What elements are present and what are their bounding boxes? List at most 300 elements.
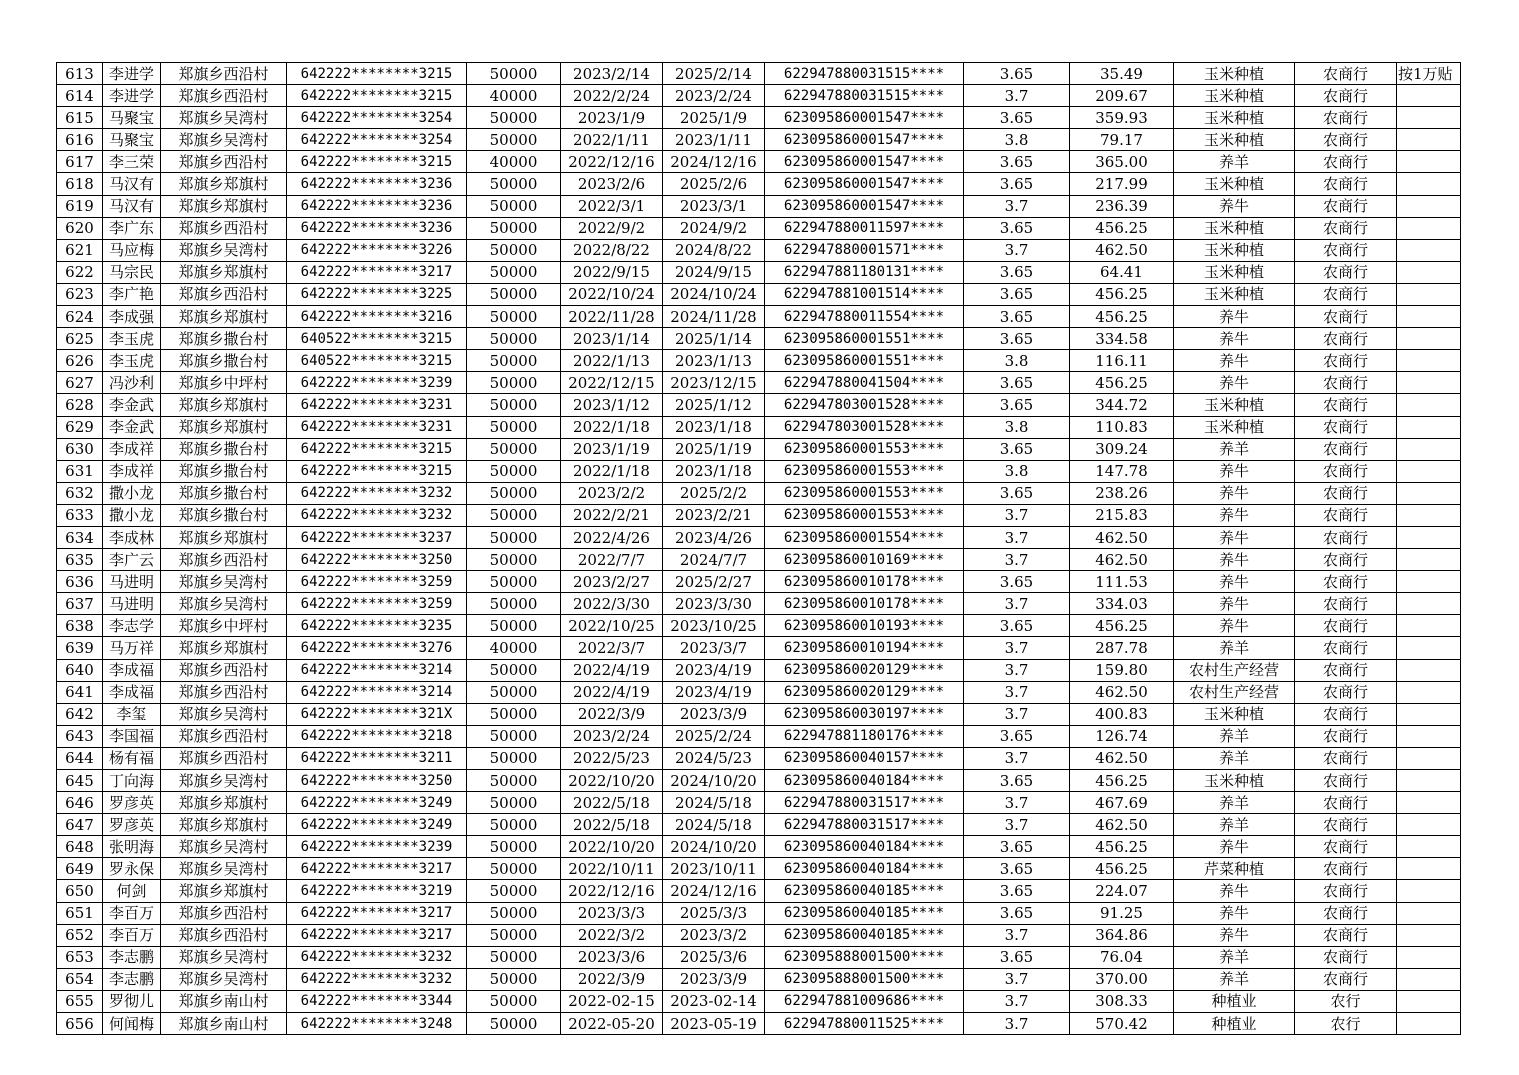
loan-amount-cell: 50000 [467,593,561,615]
end-date-cell: 2024/5/18 [663,792,765,814]
village-cell: 郑旗乡吴湾村 [161,129,287,151]
bank-cell: 农商行 [1295,416,1397,438]
borrower-name-cell: 马进明 [103,593,161,615]
end-date-cell: 2024/8/22 [663,239,765,261]
table-row [57,394,1461,416]
start-date-cell: 2022/12/15 [561,372,663,394]
loan-purpose-cell: 玉米种植 [1174,394,1295,416]
table-row [57,615,1461,637]
id-number-cell: 642222********3232 [287,482,467,504]
end-date-cell: 2023/1/18 [663,460,765,482]
account-number-cell: 623095860040184**** [765,770,964,792]
start-date-cell: 2022-02-15 [561,990,663,1012]
note-cell [1397,482,1461,504]
table-row [57,681,1461,703]
id-number-cell: 642222********3250 [287,770,467,792]
note-cell [1397,703,1461,725]
end-date-cell: 2024/9/2 [663,217,765,239]
interest-rate-cell: 3.65 [964,394,1070,416]
id-number-cell: 642222********3217 [287,924,467,946]
table-row [57,946,1461,968]
interest-rate-cell: 3.7 [964,85,1070,107]
loan-purpose-cell: 养羊 [1174,946,1295,968]
loan-amount-cell: 50000 [467,261,561,283]
account-number-cell: 623095860001553**** [765,504,964,526]
start-date-cell: 2022/1/13 [561,350,663,372]
village-cell: 郑旗乡郑旗村 [161,195,287,217]
village-cell: 郑旗乡撒台村 [161,482,287,504]
loan-purpose-cell: 养牛 [1174,328,1295,350]
account-number-cell: 622947880031515**** [765,85,964,107]
bank-cell: 农商行 [1295,593,1397,615]
id-number-cell: 642222********3259 [287,571,467,593]
table-row [57,173,1461,195]
note-cell [1397,306,1461,328]
subsidy-amount-cell: 456.25 [1070,858,1174,880]
bank-cell: 农商行 [1295,438,1397,460]
village-cell: 郑旗乡郑旗村 [161,526,287,548]
account-number-cell: 622947880041504**** [765,372,964,394]
loan-purpose-cell: 养牛 [1174,306,1295,328]
village-cell: 郑旗乡吴湾村 [161,593,287,615]
row-number-cell: 627 [57,372,103,394]
table-row [57,283,1461,305]
row-number-cell: 615 [57,107,103,129]
account-number-cell: 622947881001514**** [765,283,964,305]
loan-amount-cell: 50000 [467,129,561,151]
id-number-cell: 642222********3217 [287,261,467,283]
account-number-cell: 623095860010169**** [765,549,964,571]
loan-purpose-cell: 养牛 [1174,549,1295,571]
subsidy-amount-cell: 64.41 [1070,261,1174,283]
id-number-cell: 642222********3217 [287,902,467,924]
interest-rate-cell: 3.7 [964,239,1070,261]
row-number-cell: 619 [57,195,103,217]
table-row [57,990,1461,1012]
note-cell [1397,792,1461,814]
borrower-name-cell: 李成林 [103,526,161,548]
loan-purpose-cell: 养羊 [1174,792,1295,814]
loan-purpose-cell: 玉米种植 [1174,703,1295,725]
table-row [57,328,1461,350]
start-date-cell: 2022/3/30 [561,593,663,615]
loan-purpose-cell: 农村生产经营 [1174,681,1295,703]
interest-rate-cell: 3.7 [964,924,1070,946]
id-number-cell: 642222********3239 [287,836,467,858]
row-number-cell: 630 [57,438,103,460]
note-cell [1397,747,1461,769]
village-cell: 郑旗乡西沿村 [161,217,287,239]
start-date-cell: 2022/2/21 [561,504,663,526]
loan-amount-cell: 50000 [467,239,561,261]
id-number-cell: 642222********3276 [287,637,467,659]
loan-amount-cell: 50000 [467,615,561,637]
row-number-cell: 614 [57,85,103,107]
interest-rate-cell: 3.65 [964,283,1070,305]
id-number-cell: 642222********3231 [287,394,467,416]
table-row [57,571,1461,593]
subsidy-amount-cell: 462.50 [1070,681,1174,703]
row-number-cell: 656 [57,1013,103,1035]
end-date-cell: 2023/4/19 [663,659,765,681]
village-cell: 郑旗乡吴湾村 [161,836,287,858]
village-cell: 郑旗乡撒台村 [161,438,287,460]
loan-purpose-cell: 养牛 [1174,880,1295,902]
loan-amount-cell: 50000 [467,526,561,548]
id-number-cell: 642222********3254 [287,129,467,151]
bank-cell: 农商行 [1295,902,1397,924]
subsidy-amount-cell: 359.93 [1070,107,1174,129]
bank-cell: 农商行 [1295,924,1397,946]
start-date-cell: 2022/4/26 [561,526,663,548]
loan-amount-cell: 50000 [467,836,561,858]
village-cell: 郑旗乡西沿村 [161,681,287,703]
note-cell [1397,526,1461,548]
start-date-cell: 2022/1/11 [561,129,663,151]
row-number-cell: 633 [57,504,103,526]
loan-purpose-cell: 玉米种植 [1174,129,1295,151]
table-row [57,350,1461,372]
loan-amount-cell: 50000 [467,372,561,394]
start-date-cell: 2022/1/18 [561,416,663,438]
subsidy-amount-cell: 35.49 [1070,63,1174,85]
row-number-cell: 624 [57,306,103,328]
table-row [57,306,1461,328]
id-number-cell: 642222********3215 [287,438,467,460]
note-cell [1397,416,1461,438]
end-date-cell: 2025/2/27 [663,571,765,593]
borrower-name-cell: 李成强 [103,306,161,328]
start-date-cell: 2023/2/14 [561,63,663,85]
village-cell: 郑旗乡西沿村 [161,725,287,747]
borrower-name-cell: 李进学 [103,63,161,85]
note-cell [1397,504,1461,526]
interest-rate-cell: 3.65 [964,725,1070,747]
bank-cell: 农商行 [1295,681,1397,703]
bank-cell: 农商行 [1295,328,1397,350]
account-number-cell: 623095860040185**** [765,880,964,902]
village-cell: 郑旗乡西沿村 [161,902,287,924]
table-row [57,416,1461,438]
account-number-cell: 623095860001547**** [765,173,964,195]
village-cell: 郑旗乡西沿村 [161,924,287,946]
loan-purpose-cell: 玉米种植 [1174,107,1295,129]
start-date-cell: 2022/4/19 [561,659,663,681]
village-cell: 郑旗乡撒台村 [161,328,287,350]
village-cell: 郑旗乡郑旗村 [161,792,287,814]
interest-rate-cell: 3.8 [964,129,1070,151]
village-cell: 郑旗乡郑旗村 [161,814,287,836]
table-row [57,504,1461,526]
subsidy-amount-cell: 110.83 [1070,416,1174,438]
interest-rate-cell: 3.7 [964,814,1070,836]
row-number-cell: 653 [57,946,103,968]
account-number-cell: 622947880031517**** [765,792,964,814]
row-number-cell: 613 [57,63,103,85]
loan-purpose-cell: 养牛 [1174,924,1295,946]
bank-cell: 农商行 [1295,283,1397,305]
note-cell [1397,85,1461,107]
bank-cell: 农商行 [1295,107,1397,129]
account-number-cell: 623095860001547**** [765,107,964,129]
table-row [57,63,1461,85]
table-row [57,968,1461,990]
start-date-cell: 2022/1/18 [561,460,663,482]
note-cell: 按1万贴 [1397,63,1461,85]
village-cell: 郑旗乡西沿村 [161,85,287,107]
village-cell: 郑旗乡郑旗村 [161,394,287,416]
loan-amount-cell: 40000 [467,85,561,107]
table-row [57,725,1461,747]
table-row [57,85,1461,107]
interest-rate-cell: 3.7 [964,526,1070,548]
loan-amount-cell: 50000 [467,504,561,526]
end-date-cell: 2024/9/15 [663,261,765,283]
loan-amount-cell: 50000 [467,195,561,217]
id-number-cell: 642222********3219 [287,880,467,902]
end-date-cell: 2024/10/24 [663,283,765,305]
start-date-cell: 2023/3/3 [561,902,663,924]
interest-rate-cell: 3.7 [964,195,1070,217]
interest-rate-cell: 3.65 [964,615,1070,637]
account-number-cell: 622947881180176**** [765,725,964,747]
loan-amount-cell: 50000 [467,549,561,571]
end-date-cell: 2023/3/2 [663,924,765,946]
borrower-name-cell: 丁向海 [103,770,161,792]
interest-rate-cell: 3.65 [964,261,1070,283]
loan-amount-cell: 50000 [467,350,561,372]
village-cell: 郑旗乡郑旗村 [161,306,287,328]
bank-cell: 农商行 [1295,659,1397,681]
table-row [57,902,1461,924]
end-date-cell: 2023/4/19 [663,681,765,703]
loan-purpose-cell: 养羊 [1174,747,1295,769]
end-date-cell: 2024/7/7 [663,549,765,571]
borrower-name-cell: 马汉有 [103,195,161,217]
loan-amount-cell: 50000 [467,1013,561,1035]
subsidy-amount-cell: 147.78 [1070,460,1174,482]
note-cell [1397,814,1461,836]
end-date-cell: 2023/1/11 [663,129,765,151]
bank-cell: 农商行 [1295,968,1397,990]
loan-purpose-cell: 养羊 [1174,725,1295,747]
loan-purpose-cell: 养牛 [1174,902,1295,924]
subsidy-amount-cell: 126.74 [1070,725,1174,747]
account-number-cell: 623095860001547**** [765,129,964,151]
subsidy-amount-cell: 344.72 [1070,394,1174,416]
account-number-cell: 622947881009686**** [765,990,964,1012]
start-date-cell: 2022/10/25 [561,615,663,637]
row-number-cell: 632 [57,482,103,504]
row-number-cell: 623 [57,283,103,305]
bank-cell: 农商行 [1295,770,1397,792]
start-date-cell: 2022/3/1 [561,195,663,217]
interest-rate-cell: 3.65 [964,217,1070,239]
borrower-name-cell: 李金武 [103,394,161,416]
subsidy-amount-cell: 236.39 [1070,195,1174,217]
bank-cell: 农商行 [1295,195,1397,217]
note-cell [1397,990,1461,1012]
start-date-cell: 2022/5/18 [561,814,663,836]
borrower-name-cell: 杨有福 [103,747,161,769]
loan-amount-cell: 50000 [467,725,561,747]
start-date-cell: 2022/7/7 [561,549,663,571]
bank-cell: 农商行 [1295,858,1397,880]
id-number-cell: 642222********321X [287,703,467,725]
start-date-cell: 2022/3/9 [561,703,663,725]
village-cell: 郑旗乡吴湾村 [161,968,287,990]
start-date-cell: 2022/3/7 [561,637,663,659]
end-date-cell: 2023/10/11 [663,858,765,880]
end-date-cell: 2024/5/23 [663,747,765,769]
borrower-name-cell: 撒小龙 [103,504,161,526]
borrower-name-cell: 李玉虎 [103,350,161,372]
loan-amount-cell: 50000 [467,63,561,85]
bank-cell: 农商行 [1295,703,1397,725]
borrower-name-cell: 李百万 [103,902,161,924]
end-date-cell: 2023/3/30 [663,593,765,615]
note-cell [1397,151,1461,173]
end-date-cell: 2023/2/24 [663,85,765,107]
start-date-cell: 2022-05-20 [561,1013,663,1035]
loan-purpose-cell: 养牛 [1174,615,1295,637]
table-row [57,924,1461,946]
village-cell: 郑旗乡西沿村 [161,283,287,305]
subsidy-amount-cell: 456.25 [1070,306,1174,328]
account-number-cell: 623095860001551**** [765,350,964,372]
end-date-cell: 2025/2/2 [663,482,765,504]
end-date-cell: 2025/2/6 [663,173,765,195]
note-cell [1397,350,1461,372]
loan-amount-cell: 50000 [467,968,561,990]
loan-purpose-cell: 玉米种植 [1174,416,1295,438]
village-cell: 郑旗乡郑旗村 [161,880,287,902]
row-number-cell: 643 [57,725,103,747]
interest-rate-cell: 3.65 [964,107,1070,129]
table-row [57,239,1461,261]
account-number-cell: 623095860001553**** [765,438,964,460]
loan-amount-cell: 50000 [467,173,561,195]
account-number-cell: 622947880011597**** [765,217,964,239]
interest-rate-cell: 3.7 [964,792,1070,814]
table-row [57,659,1461,681]
subsidy-amount-cell: 159.80 [1070,659,1174,681]
note-cell [1397,107,1461,129]
borrower-name-cell: 李志鹏 [103,946,161,968]
note-cell [1397,946,1461,968]
borrower-name-cell: 冯沙利 [103,372,161,394]
account-number-cell: 623095860040185**** [765,902,964,924]
interest-rate-cell: 3.7 [964,681,1070,703]
table-row [57,372,1461,394]
note-cell [1397,217,1461,239]
borrower-name-cell: 李志鹏 [103,968,161,990]
id-number-cell: 642222********3236 [287,195,467,217]
account-number-cell: 622947803001528**** [765,416,964,438]
bank-cell: 农商行 [1295,372,1397,394]
subsidy-amount-cell: 462.50 [1070,747,1174,769]
village-cell: 郑旗乡西沿村 [161,747,287,769]
note-cell [1397,681,1461,703]
loan-purpose-cell: 养牛 [1174,482,1295,504]
borrower-name-cell: 李国福 [103,725,161,747]
village-cell: 郑旗乡吴湾村 [161,770,287,792]
start-date-cell: 2022/10/24 [561,283,663,305]
subsidy-amount-cell: 400.83 [1070,703,1174,725]
borrower-name-cell: 李广云 [103,549,161,571]
interest-rate-cell: 3.65 [964,151,1070,173]
table-row [57,107,1461,129]
loan-purpose-cell: 养牛 [1174,504,1295,526]
account-number-cell: 623095860001547**** [765,195,964,217]
interest-rate-cell: 3.7 [964,593,1070,615]
loan-purpose-cell: 玉米种植 [1174,63,1295,85]
start-date-cell: 2023/1/12 [561,394,663,416]
end-date-cell: 2024/10/20 [663,770,765,792]
loan-purpose-cell: 玉米种植 [1174,217,1295,239]
id-number-cell: 642222********3214 [287,659,467,681]
loan-amount-cell: 50000 [467,946,561,968]
borrower-name-cell: 李百万 [103,924,161,946]
village-cell: 郑旗乡西沿村 [161,659,287,681]
note-cell [1397,858,1461,880]
row-number-cell: 655 [57,990,103,1012]
id-number-cell: 642222********3218 [287,725,467,747]
note-cell [1397,328,1461,350]
loan-amount-cell: 50000 [467,858,561,880]
end-date-cell: 2025/3/3 [663,902,765,924]
start-date-cell: 2022/3/2 [561,924,663,946]
loan-purpose-cell: 养牛 [1174,372,1295,394]
bank-cell: 农商行 [1295,792,1397,814]
interest-rate-cell: 3.7 [964,968,1070,990]
loan-purpose-cell: 玉米种植 [1174,173,1295,195]
id-number-cell: 642222********3248 [287,1013,467,1035]
id-number-cell: 642222********3211 [287,747,467,769]
id-number-cell: 642222********3250 [287,549,467,571]
subsidy-amount-cell: 364.86 [1070,924,1174,946]
interest-rate-cell: 3.65 [964,836,1070,858]
end-date-cell: 2023/3/1 [663,195,765,217]
table-row [57,858,1461,880]
start-date-cell: 2023/2/24 [561,725,663,747]
interest-rate-cell: 3.65 [964,880,1070,902]
row-number-cell: 645 [57,770,103,792]
end-date-cell: 2024/11/28 [663,306,765,328]
id-number-cell: 642222********3237 [287,526,467,548]
loan-record-table [56,62,1461,1035]
bank-cell: 农商行 [1295,460,1397,482]
subsidy-amount-cell: 370.00 [1070,968,1174,990]
row-number-cell: 639 [57,637,103,659]
subsidy-amount-cell: 209.67 [1070,85,1174,107]
borrower-name-cell: 李玺 [103,703,161,725]
end-date-cell: 2023/12/15 [663,372,765,394]
note-cell [1397,239,1461,261]
start-date-cell: 2022/12/16 [561,151,663,173]
id-number-cell: 642222********3215 [287,63,467,85]
interest-rate-cell: 3.65 [964,858,1070,880]
id-number-cell: 642222********3249 [287,792,467,814]
table-row [57,637,1461,659]
loan-purpose-cell: 玉米种植 [1174,770,1295,792]
subsidy-amount-cell: 76.04 [1070,946,1174,968]
id-number-cell: 642222********3344 [287,990,467,1012]
interest-rate-cell: 3.7 [964,659,1070,681]
subsidy-amount-cell: 462.50 [1070,549,1174,571]
loan-amount-cell: 50000 [467,703,561,725]
row-number-cell: 637 [57,593,103,615]
